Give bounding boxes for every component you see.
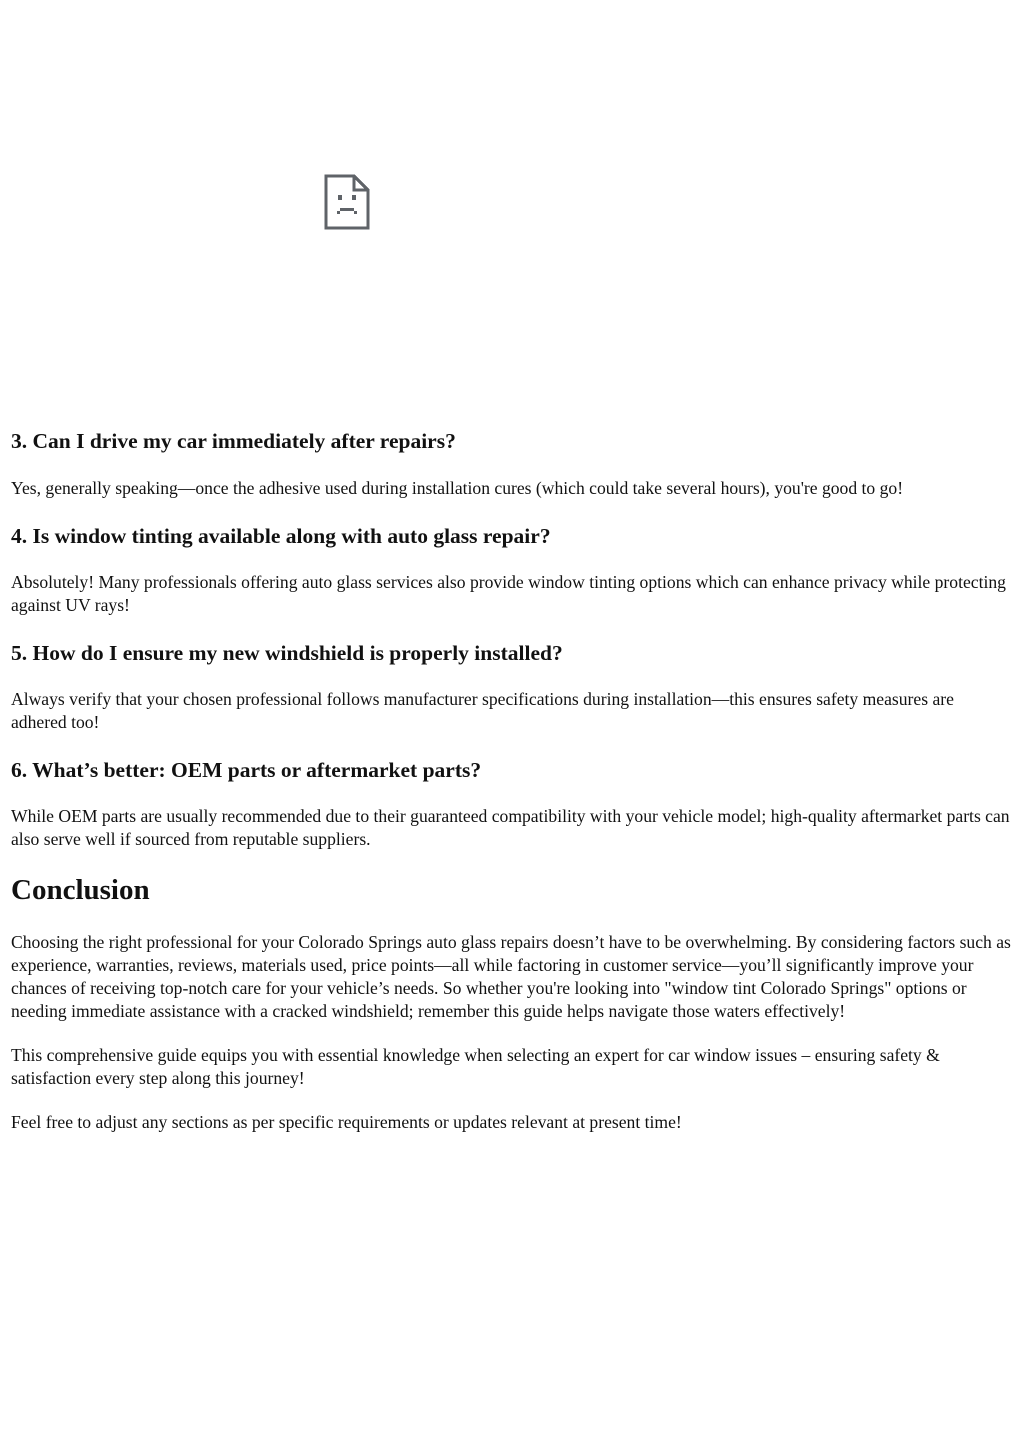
conclusion-heading: Conclusion bbox=[11, 873, 150, 906]
faq-answer-4: Absolutely! Many professionals offering auto glass services also provide window tinting options which can enhance privacy while protecting against UV rays! bbox=[11, 571, 1006, 615]
faq-question-3: 3. Can I drive my car immediately after repairs? bbox=[11, 429, 456, 453]
broken-page-icon bbox=[324, 174, 370, 230]
article-content bbox=[11, 428, 1011, 1134]
conclusion-paragraph-1: Choosing the right professional for your Colorado Springs auto glass repairs doesn’t have to be overwhelming. By considering factors such as experience, warranties, reviews, materials used, price points—all while factoring in customer service—you’ll significantly improve your chances of receiving top-notch care for your vehicle’s needs. So whether you're looking into "window tint Colorado Springs" options or needing immediate assistance with a cracked windshield; remember this guide helps navigate those waters effectively! bbox=[11, 932, 1011, 1022]
faq-question-5: 5. How do I ensure my new windshield is properly installed? bbox=[11, 640, 563, 665]
faq-question-4: 4. Is window tinting available along with auto glass repair? bbox=[11, 523, 551, 548]
broken-embed-placeholder bbox=[324, 174, 370, 230]
faq-question-6: 6. What’s better: OEM parts or aftermarket parts? bbox=[11, 757, 482, 782]
faq-answer-3: Yes, generally speaking—once the adhesive used during installation cures (which could take several hours), you're good to go! bbox=[11, 477, 904, 498]
faq-answer-6: While OEM parts are usually recommended due to their guaranteed compatibility with your vehicle model; high-quality aftermarket parts can also serve well if sourced from reputable suppliers. bbox=[11, 805, 1010, 849]
conclusion-paragraph-2: This comprehensive guide equips you with essential knowledge when selecting an expert for car window issues – ensuring safety & satisfaction every step along this journey! bbox=[11, 1045, 940, 1089]
conclusion-paragraph-3: Feel free to adjust any sections as per specific requirements or updates relevant at present time! bbox=[11, 1112, 682, 1133]
faq-answer-5: Always verify that your chosen professional follows manufacturer specifications during installation—this ensures safety measures are adhered too! bbox=[11, 688, 954, 732]
